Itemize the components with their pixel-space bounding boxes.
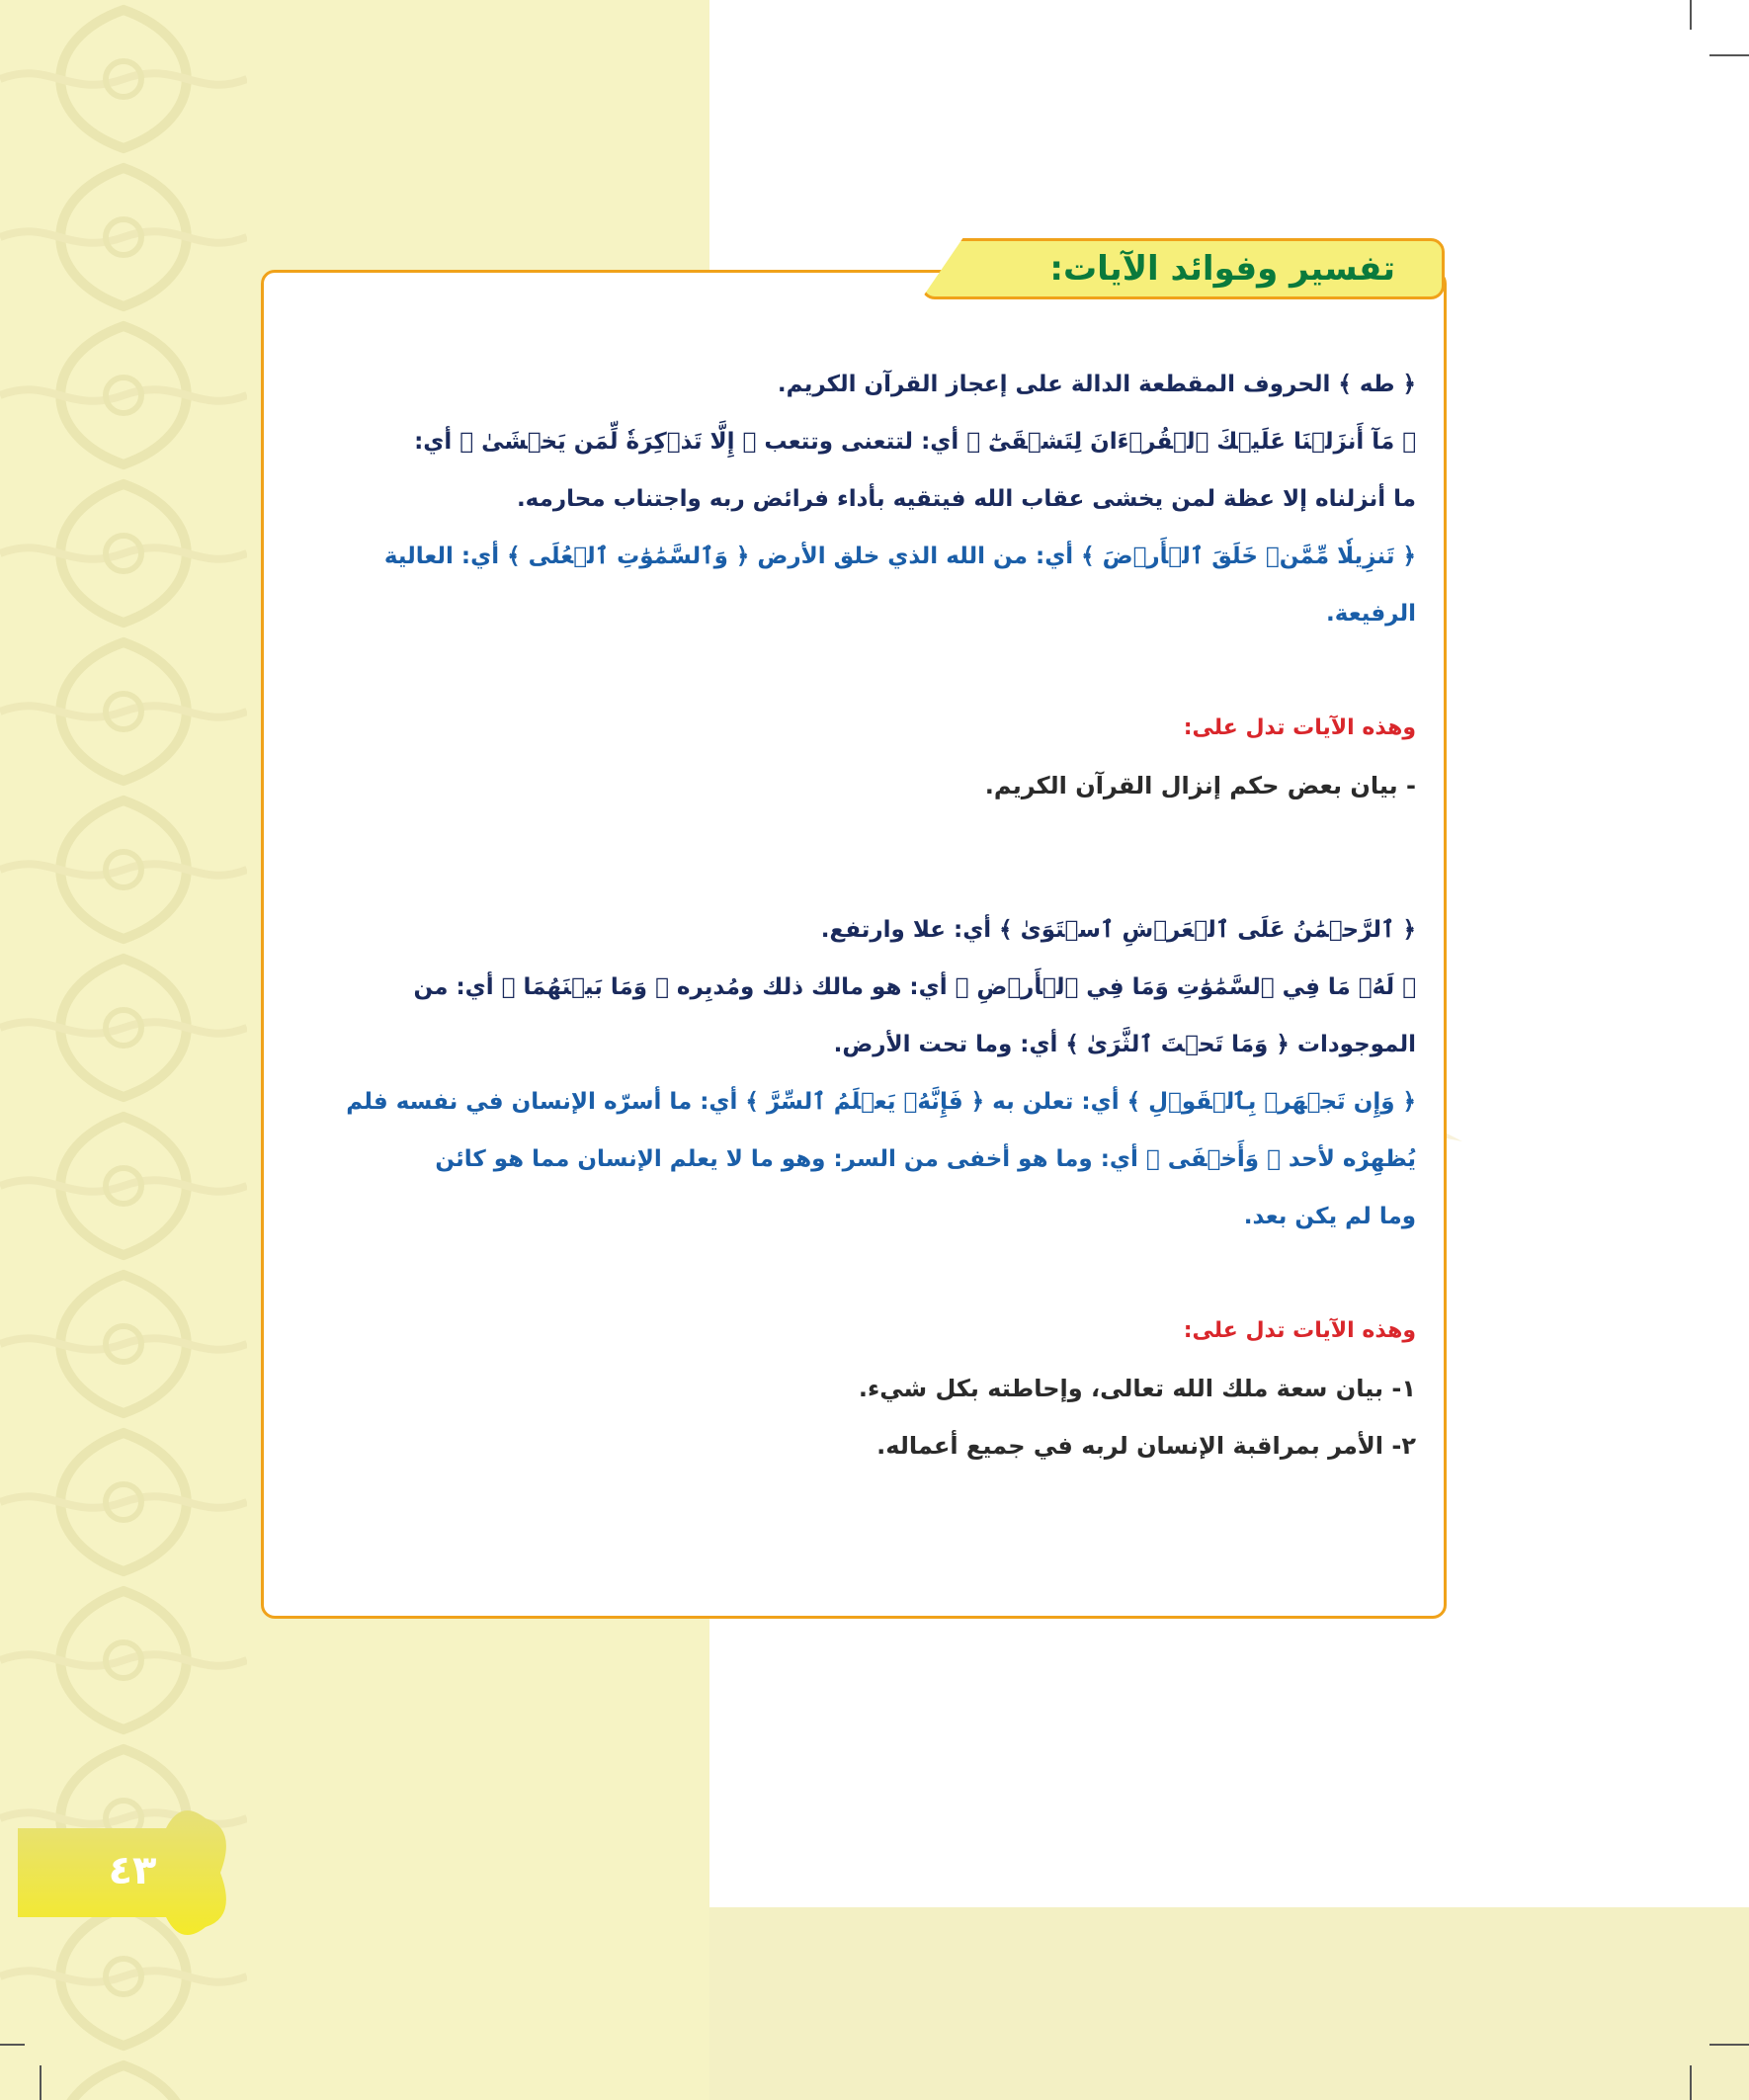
crop-mark <box>0 2044 25 2046</box>
page-number: ٤٣ <box>108 1848 157 1893</box>
tafsir-line: الموجودات ﴿ وَمَا تَحۡتَ ٱلثَّرَىٰ ﴾ أي: وما تحت الأرض. <box>833 1032 1416 1057</box>
content-body <box>294 356 1416 1474</box>
spacer <box>294 642 1416 700</box>
tafsir-line: ما أنزلناه إلا عظة لمن يخشى عقاب الله فيتقيه بأداء فرائض ربه واجتناب محارمه. <box>516 486 1416 512</box>
crop-mark <box>1709 54 1749 56</box>
tafsir-line: الرفيعة. <box>1326 601 1416 627</box>
crop-mark <box>1690 2065 1692 2100</box>
benefit-item: - بيان بعض حكم إنزال القرآن الكريم. <box>984 772 1416 799</box>
spacer <box>294 1245 1416 1302</box>
section-title: تفسير وفوائد الآيات: <box>1049 249 1395 289</box>
spacer <box>294 872 1416 901</box>
crop-mark <box>1690 0 1692 30</box>
benefit-item: ١- بيان سعة ملك الله تعالى، وإحاطته بكل شيء. <box>858 1375 1416 1402</box>
tafsir-line: يُظهِرْه لأحد ﴿ وَأَخۡفَى ﴾ أي: وما هو أخفى من السر: وهو ما لا يعلم الإنسان مما هو كائن <box>435 1146 1416 1172</box>
benefits-heading: وهذه الآيات تدل على: <box>1183 715 1416 740</box>
tafsir-line: وما لم يكن بعد. <box>1243 1204 1416 1229</box>
tafsir-line: ﴿ طه ﴾ الحروف المقطعة الدالة على إعجاز القرآن الكريم. <box>777 372 1416 397</box>
spacer <box>294 814 1416 872</box>
tafsir-line: ﴿ تَنزِيلٗا مِّمَّنۡ خَلَقَ ٱلۡأَرۡضَ ﴾ أي: من الله الذي خلق الأرض ﴿ وَٱلسَّمَٰوَٰتِ ٱلۡعُلَى ﴾ أي: العالية <box>383 544 1416 569</box>
tafsir-line: ﴿ ٱلرَّحۡمَٰنُ عَلَى ٱلۡعَرۡشِ ٱسۡتَوَىٰ ﴾ أي: علا وارتفع. <box>820 917 1416 943</box>
benefits-heading: وهذه الآيات تدل على: <box>1183 1318 1416 1343</box>
tafsir-line: ﴿ لَهُۥ مَا فِي ٱلسَّمَٰوَٰتِ وَمَا فِي ٱلۡأَرۡضِ ﴾ أي: هو مالك ذلك ومُدبِره ﴿ وَمَا بَيۡنَهُمَا ﴾ أي: من <box>413 974 1416 1000</box>
ornament-pattern <box>0 0 247 2100</box>
crop-mark <box>1709 2044 1749 2046</box>
tafsir-line: ﴿ وَإِن تَجۡهَرۡ بِٱلۡقَوۡلِ ﴾ أي: تعلن به ﴿ فَإِنَّهُۥ يَعۡلَمُ ٱلسِّرَّ ﴾ أي: ما أسرّه الإنسان في نفسه فلم <box>346 1089 1416 1115</box>
crop-mark <box>40 2065 42 2100</box>
page-background-bottom <box>709 1907 1749 2100</box>
benefit-item: ٢- الأمر بمراقبة الإنسان لربه في جميع أعماله. <box>876 1432 1416 1460</box>
tafsir-line: ﴿ مَآ أَنزَلۡنَا عَلَيۡكَ ٱلۡقُرۡءَانَ لِتَشۡقَىٰٓ ﴾ أي: لتتعنى وتتعب ﴿ إِلَّا تَذۡكِرَةٗ لِّمَن يَخۡشَىٰ ﴾ أي: <box>414 429 1416 455</box>
